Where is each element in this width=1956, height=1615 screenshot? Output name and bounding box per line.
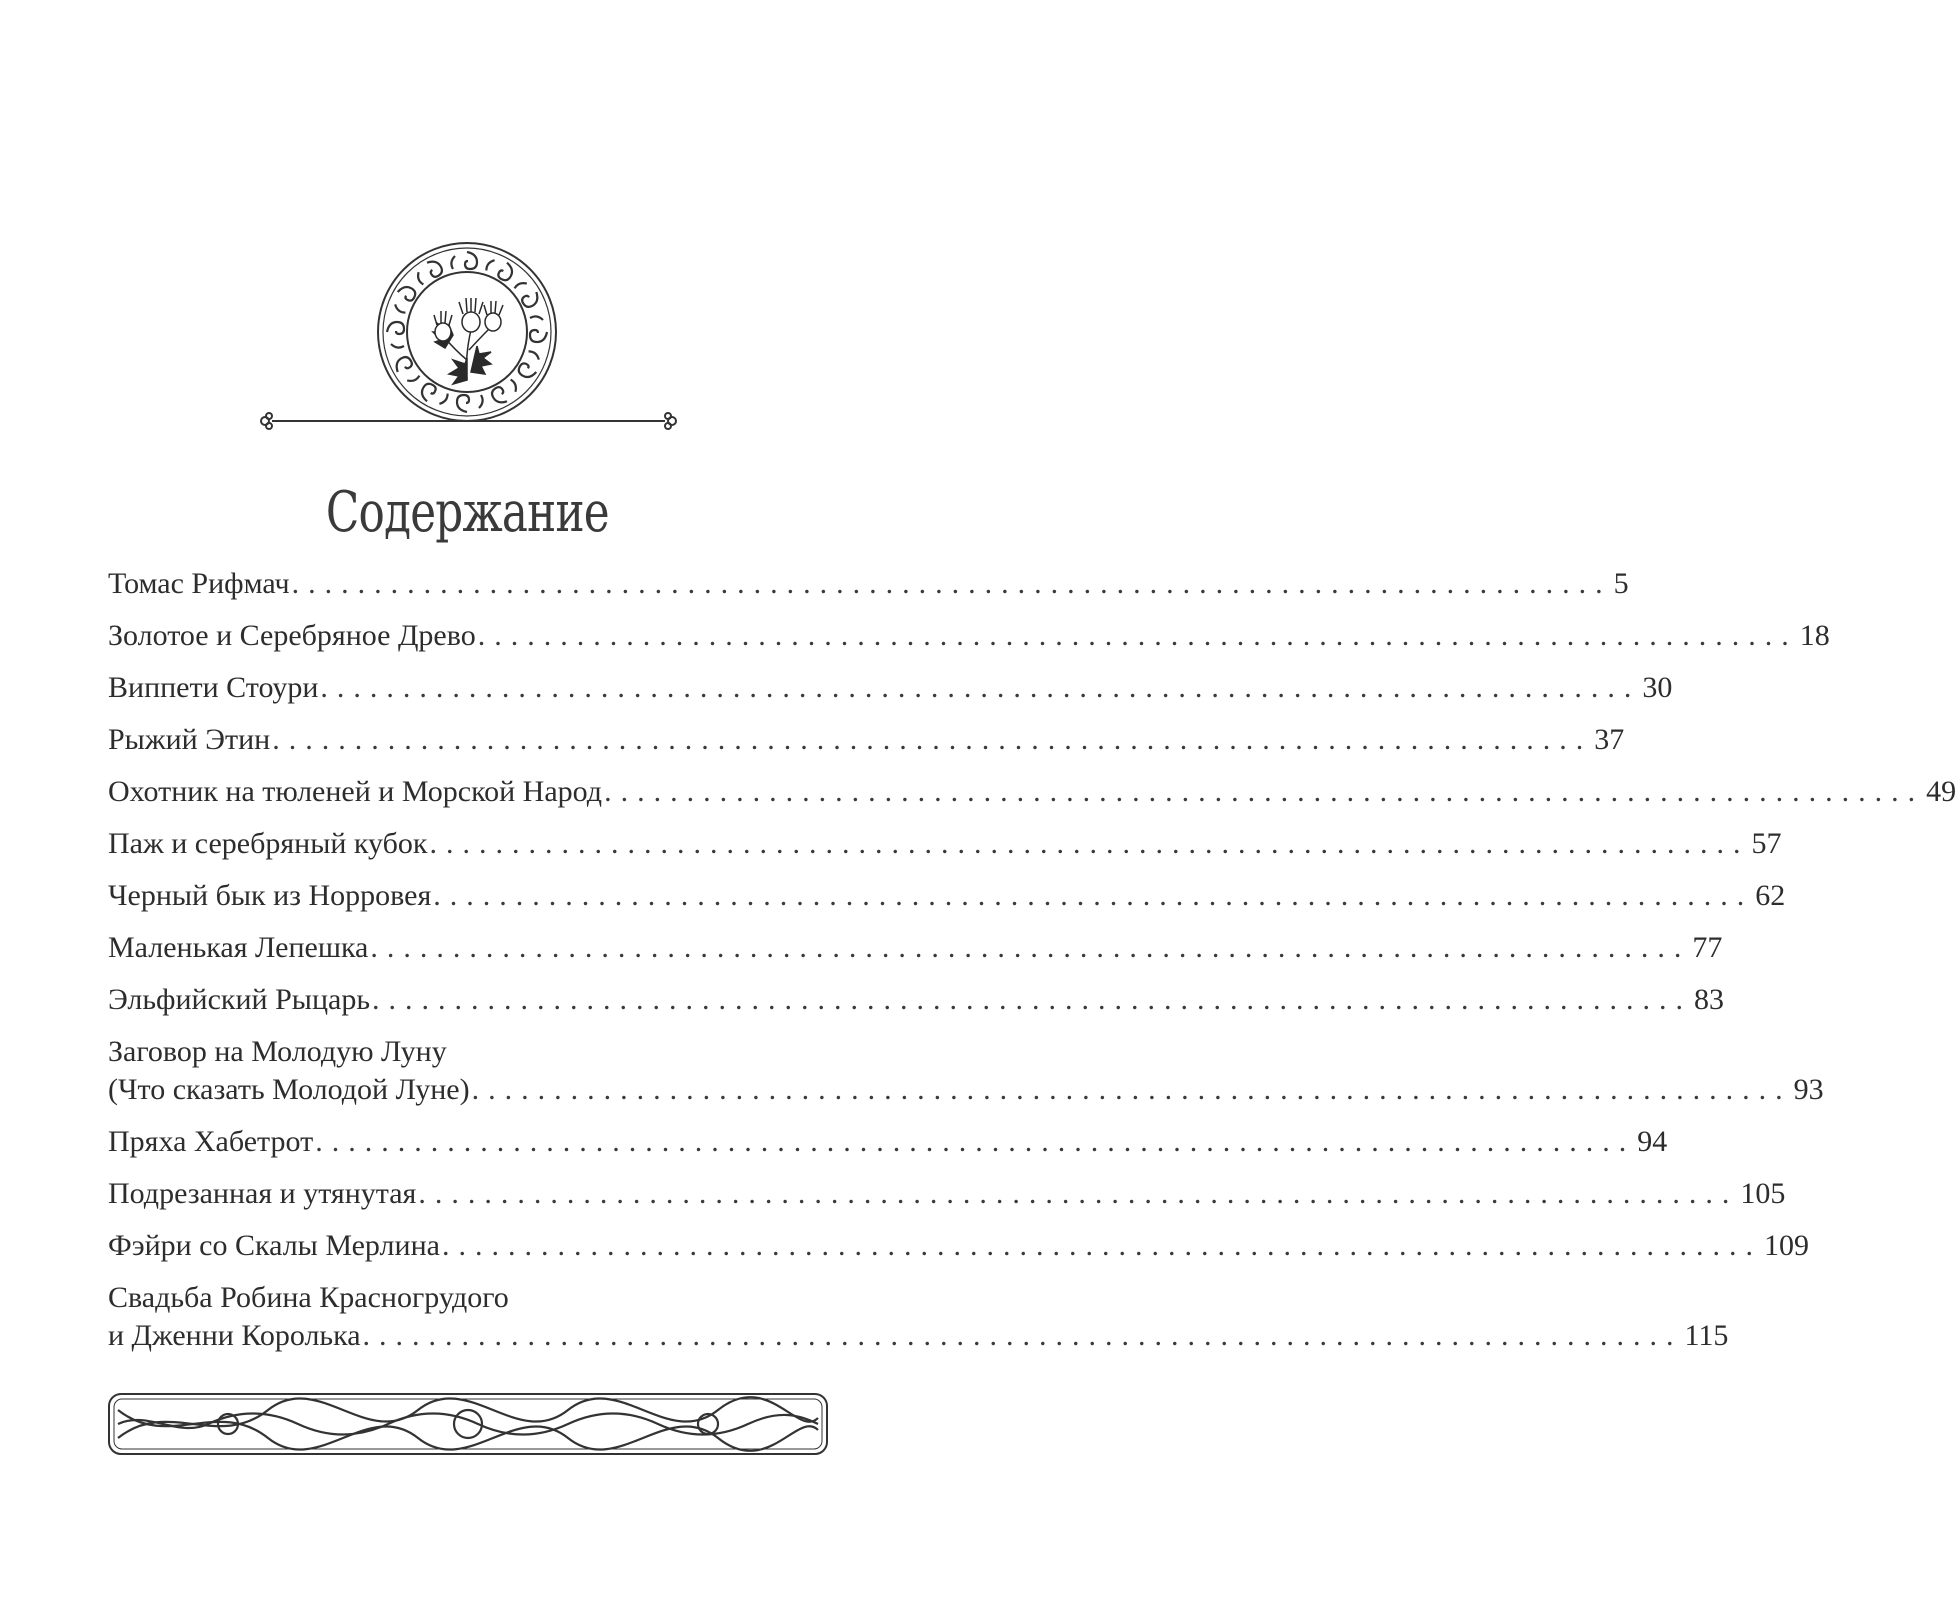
toc-entry: Пряха Хабетрот ................................................................................ 94 bbox=[108, 1123, 823, 1161]
dot-leader: ................................................................................ bbox=[291, 567, 1612, 600]
dot-leader: ................................................................................ bbox=[370, 931, 1691, 964]
toc-entry-title: Виппети Стоури bbox=[108, 671, 319, 704]
page-title: Содержание bbox=[325, 480, 609, 545]
toc-entry: Маленькая Лепешка ................................................................................ 77 bbox=[108, 929, 823, 967]
dot-leader: ................................................................................ bbox=[272, 723, 1593, 756]
dot-leader: ................................................................................ bbox=[418, 1177, 1739, 1210]
dot-leader: ................................................................................ bbox=[604, 775, 1925, 808]
toc-entry-title: Рыжий Этин bbox=[108, 723, 271, 756]
toc-entry-title: Охотник на тюленей и Морской Народ bbox=[108, 775, 603, 808]
toc-entry-title: Маленькая Лепешка bbox=[108, 931, 369, 964]
toc-entry-title: Подрезанная и утянутая bbox=[108, 1177, 417, 1210]
toc-entry-title: и Дженни Королька bbox=[108, 1319, 361, 1352]
toc-entry-title: Золотое и Серебряное Древо bbox=[108, 619, 476, 652]
toc-entry: Заговор на Молодую Луну (Что сказать Молодой Луне) ................................................................................ 93 bbox=[108, 1033, 823, 1109]
dot-leader: ................................................................................ bbox=[433, 879, 1754, 912]
toc-entry-title: (Что сказать Молодой Луне) bbox=[108, 1073, 470, 1106]
dot-leader: ................................................................................ bbox=[315, 1125, 1636, 1158]
toc-entry: Виппети Стоури ................................................................................ 30 bbox=[108, 669, 823, 707]
toc-entry: Фэйри со Скалы Мерлина ................................................................................ 109 bbox=[108, 1227, 823, 1265]
dot-leader: ................................................................................ bbox=[362, 1319, 1683, 1352]
trefoil-line-divider-icon bbox=[256, 406, 681, 436]
table-of-contents bbox=[108, 565, 1956, 1369]
dot-leader: ................................................................................ bbox=[441, 1229, 1762, 1262]
toc-entry: Подрезанная и утянутая ................................................................................ 105 bbox=[108, 1175, 823, 1213]
dot-leader: ................................................................................ bbox=[320, 671, 1641, 704]
celtic-knot-band-icon bbox=[108, 1390, 828, 1458]
toc-entry: Золотое и Серебряное Древо ................................................................................ 18 bbox=[108, 617, 823, 655]
dot-leader: ................................................................................ bbox=[471, 1073, 1792, 1106]
dot-leader: ................................................................................ bbox=[429, 827, 1750, 860]
dot-leader: ................................................................................ bbox=[372, 983, 1693, 1016]
toc-entry: Рыжий Этин ................................................................................ 37 bbox=[108, 721, 823, 759]
toc-entry-title: Черный бык из Норровея bbox=[108, 879, 432, 912]
toc-entry: Охотник на тюленей и Морской Народ ................................................................................ 49 bbox=[108, 773, 823, 811]
toc-entry-title-line: Заговор на Молодую Луну bbox=[108, 1035, 447, 1068]
toc-entry: Черный бык из Норровея ................................................................................ 62 bbox=[108, 877, 823, 915]
toc-entry-title: Пряха Хабетрот bbox=[108, 1125, 314, 1158]
toc-entry-title: Эльфийский Рыцарь bbox=[108, 983, 371, 1016]
toc-entry-title: Томас Рифмач bbox=[108, 567, 290, 600]
toc-entry: Свадьба Робина Красногрудого и Дженни Королька ................................................................................ 115 bbox=[108, 1279, 823, 1355]
toc-entry-title-line: Свадьба Робина Красногрудого bbox=[108, 1281, 509, 1314]
thistle-medallion-icon bbox=[375, 240, 559, 424]
toc-entry: Паж и серебряный кубок ................................................................................ 57 bbox=[108, 825, 823, 863]
toc-entry: Томас Рифмач ................................................................................ 5 bbox=[108, 565, 823, 603]
toc-entry-title: Фэйри со Скалы Мерлина bbox=[108, 1229, 440, 1262]
toc-entry: Эльфийский Рыцарь ................................................................................ 83 bbox=[108, 981, 823, 1019]
dot-leader: ................................................................................ bbox=[477, 619, 1798, 652]
toc-entry-title: Паж и серебряный кубок bbox=[108, 827, 428, 860]
